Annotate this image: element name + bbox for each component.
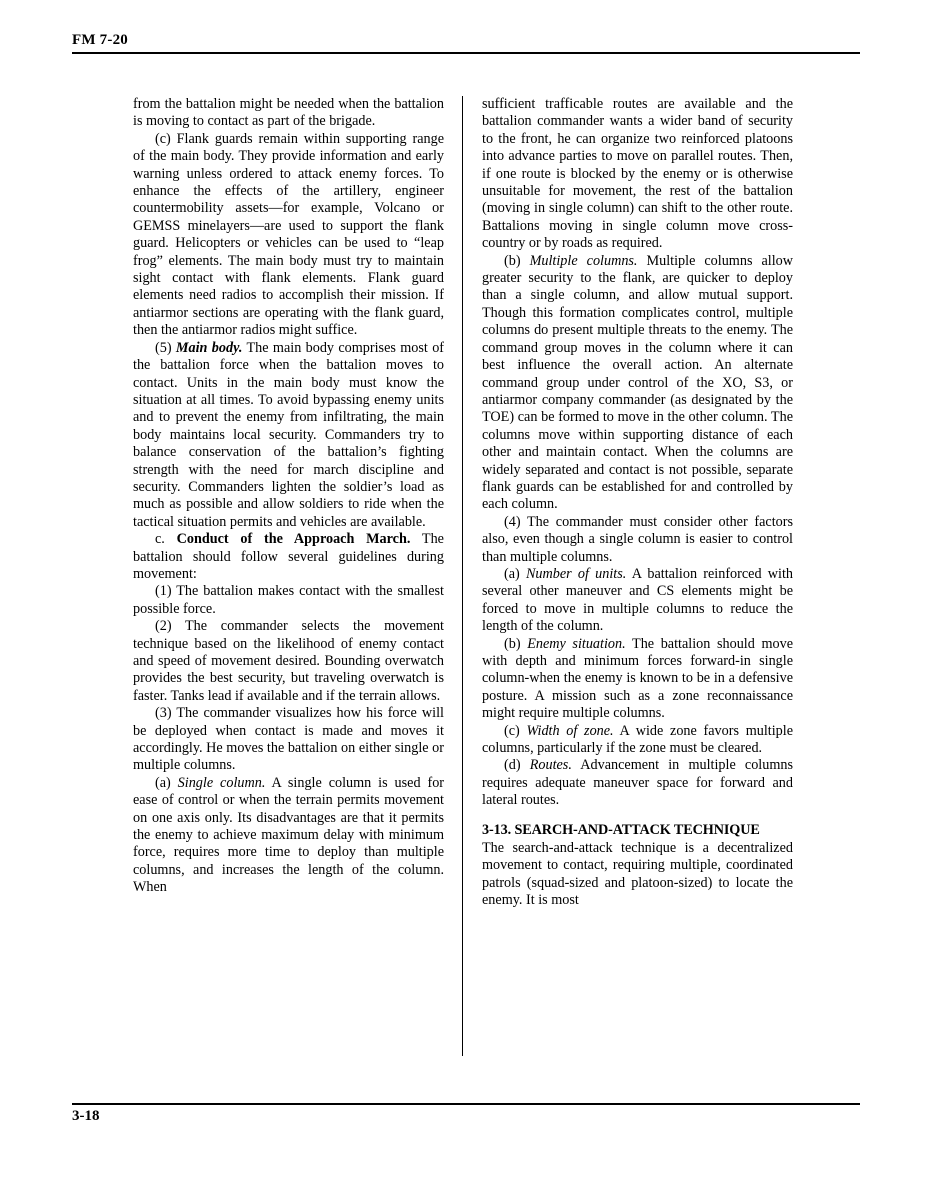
paragraph xyxy=(133,131,444,340)
text-run: (5) xyxy=(155,339,176,356)
paragraph xyxy=(482,514,793,566)
text-run: Number of units. xyxy=(525,565,627,582)
text-run: (b) xyxy=(504,635,528,652)
page-header xyxy=(72,32,860,54)
paragraph xyxy=(133,583,444,618)
paragraph xyxy=(133,705,444,775)
text-run: Multiple columns. xyxy=(529,252,638,269)
header-divider xyxy=(72,52,860,54)
text-run: The battalion should move with depth and minimum forces forward-in single column-when the enemy is known to be in a defensive posture. A mission such as a zone reconnaissance might require multiple columns. xyxy=(482,635,793,722)
right-text-column xyxy=(463,96,793,1056)
paragraph xyxy=(133,96,444,131)
paragraph xyxy=(482,757,793,809)
body-columns xyxy=(133,96,793,1056)
paragraph xyxy=(482,636,793,723)
paragraph xyxy=(133,531,444,583)
text-run: (2) The commander selects the movement technique based on the likelihood of enemy contact and speed of movement desired. Bounding overwatch provides the best security, but traveling overwatch is faster. Tanks lead if available and if the terrain allows. xyxy=(133,618,444,704)
text-run: Main body. xyxy=(175,339,243,356)
paragraph xyxy=(482,566,793,636)
page-number: 3-18 xyxy=(72,1108,100,1124)
page-footer xyxy=(72,1103,860,1125)
text-run: A wide zone favors multiple columns, particularly if the zone must be cleared. xyxy=(482,722,793,757)
text-run: Conduct of the Approach March. xyxy=(176,531,411,548)
text-run: c. xyxy=(155,531,177,548)
text-run: Multiple columns allow greater security to the flank, are quicker to deploy than a single column, and allow mutual support. Though this formation complicates control, multiple columns do present multiple threats to the enemy. The command group moves in the column where it can best influence the overall action. An alternate command group under control of the XO, S3, or antiarmor company commander (as designated by the TOE) can be formed to move in the other column. The columns move within supporting distance of each other and maintain contact. When the columns are widely separated and contact is not possible, separate flank guards can be established for and controlled by each column. xyxy=(482,252,793,513)
text-run: Routes. xyxy=(529,757,572,774)
text-run: Advancement in multiple columns requires adequate maneuver space for forward and lateral routes. xyxy=(482,757,793,809)
left-text-column xyxy=(133,96,463,1056)
paragraph xyxy=(133,618,444,705)
section-heading: 3-13. SEARCH-AND-ATTACK TECHNIQUE xyxy=(482,821,760,838)
text-run: (c) xyxy=(504,722,527,739)
text-run: sufficient trafficable routes are available and the battalion commander wants a wider band of security to the front, he can organize two reinforced platoons into advance parties to move on parallel routes. Then, if one route is blocked by the enemy or is otherwise unsuitable for movement, the rest of the battalion (moving in single column) can shift to the other route. Battalions moving in single column move cross-country or by roads as required. xyxy=(482,96,793,252)
paragraph xyxy=(133,340,444,531)
text-run: Single column. xyxy=(177,774,266,791)
paragraph xyxy=(482,96,793,253)
text-run: A battalion reinforced with several other maneuver and CS elements might be forced to move in multiple columns to reduce the length of the column. xyxy=(482,565,793,635)
text-run: Enemy situation. xyxy=(527,635,626,652)
text-run: (a) xyxy=(504,565,526,582)
paragraph xyxy=(482,723,793,758)
text-run: The main body comprises most of the battalion force when the battalion moves to contact. Units in the main body must know the situation at all times. To avoid bypassing enemy units and to prevent the enemy from infiltrating, the main body maintains local security. Commanders try to balance conservation of the battalion’s fighting strength with the need for march discipline and security. Commanders lighten the soldier’s load as much as possible and allow soldiers to ride when the tactical situation permits and vehicles are available. xyxy=(133,339,445,530)
text-run: (1) The battalion makes contact with the smallest possible force. xyxy=(133,583,444,617)
paragraph xyxy=(482,253,793,514)
text-run: Width of zone. xyxy=(526,722,614,739)
section-body-paragraph: The search-and-attack technique is a decentralized movement to contact, requiring multiple, coordinated patrols (squad-sized and platoon-sized) to locate the enemy. It is most xyxy=(482,840,793,909)
text-run: (3) The commander visualizes how his force will be deployed when contact is made and moves it accordingly. He moves the battalion on either single or multiple columns. xyxy=(133,705,444,774)
manual-number: FM 7-20 xyxy=(72,32,128,48)
text-run: The battalion should follow several guidelines during movement: xyxy=(133,531,444,582)
text-run: (a) xyxy=(155,774,178,791)
text-run: from the battalion might be needed when the battalion is moving to contact as part of the brigade. xyxy=(133,96,444,130)
text-run: (b) xyxy=(504,252,530,269)
text-run: A single column is used for ease of control or when the terrain permits movement on one axis only. Its disadvantages are that it permits the enemy to achieve maximum delay with minimum force, requires more time to deploy than multiple columns, and increases the length of the column. When xyxy=(133,774,445,896)
text-run: (c) Flank guards remain within supporting range of the main body. They provide information and early warning unless ordered to attack enemy forces. To enhance the effects of the artillery, engineer countermobility assets—for example, Volcano or GEMSS minelayers—are used to support the flank guard. Helicopters or vehicles can be used to “leap frog” elements. The main body must try to maintain sight contact with flank elements. Flank guard elements need radios to accomplish their mission. If antiarmor sections are operating with the flank guard, then the antiarmor radios might suffice. xyxy=(133,130,444,339)
text-run: (d) xyxy=(504,757,530,774)
text-run: (4) The commander must consider other factors also, even though a single column is easier to control than multiple columns. xyxy=(482,513,793,565)
paragraph xyxy=(133,775,444,897)
